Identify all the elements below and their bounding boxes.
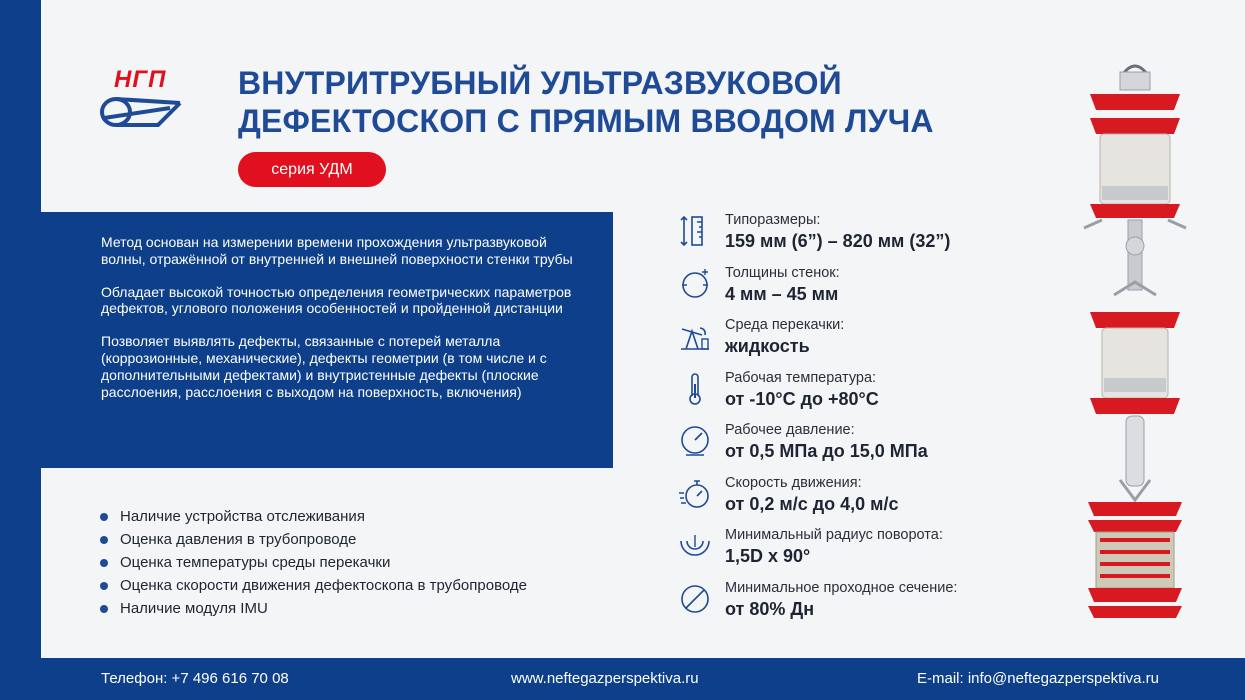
spec-pressure [678,420,1078,473]
spec-label: Типоразмеры: [725,212,821,228]
spec-label: Минимальное проходное сечение: [725,579,958,596]
bend-icon [678,529,712,563]
diameter-icon [678,582,712,616]
page-title: ВНУТРИТРУБНЫЙ УЛЬТРАЗВУКОВОЙ ДЕФЕКТОСКОП С ПРЯМЫМ ВВОДОМ ЛУЧА [238,65,934,139]
feature-item: Оценка скорости движения дефектоскопа в трубопроводе [100,576,620,599]
spec-value: 1,5D х 90° [725,546,811,566]
spec-label: Минимальный радиус поворота: [725,527,943,543]
description-paragraph: Обладает высокой точностью определения геометрических параметров дефектов, углового положения особенностей и пройденной дистанции [101,283,572,317]
description-paragraph: Метод основан на измерении времени прохождения ультразвуковой волны, отражённой от внутренней и внешней поверхности стенки трубы [101,234,573,267]
gauge-icon [678,424,712,458]
feature-list [100,507,620,622]
spec-value: от 80% Дн [725,598,815,619]
feature-item: Наличие модуля IMU [100,599,620,622]
spec-label: Рабочее давление: [725,422,855,438]
series-badge: серия УДМ [238,152,386,187]
spec-value: 159 мм (6”) – 820 мм (32”) [725,231,951,251]
feature-item: Оценка давления в трубопроводе [100,530,620,553]
pipe-logo-icon [100,94,184,134]
feature-item: Оценка температуры среды перекачки [100,553,620,576]
spec-value: от 0,5 МПа до 15,0 МПа [725,441,928,461]
ring-icon [678,267,712,301]
spec-value: от -10°С до +80°С [725,388,879,409]
footer-phone: Телефон: +7 496 616 70 08 [101,670,289,687]
stopwatch-icon [678,477,712,511]
spec-wall-thickness [678,263,1078,316]
logo-text: НГП [114,66,167,93]
spec-list [678,210,1078,630]
footer-email-link[interactable]: E-mail: info@neftegazperspektiva.ru [917,670,1160,687]
description-panel [41,212,613,468]
spec-bend-radius [678,525,1078,578]
ruler-icon [678,214,712,248]
spec-temperature [678,368,1078,421]
company-logo [100,66,184,136]
spec-sizes [678,210,1078,263]
pump-jack-icon [678,319,712,353]
footer-website-link[interactable]: www.neftegazperspektiva.ru [511,670,699,687]
spec-label: Среда перекачки: [725,317,845,333]
spec-value: от 0,2 м/с до 4,0 м/с [725,493,899,514]
thermometer-icon [678,372,712,406]
spec-medium [678,315,1078,368]
spec-label: Толщины стенок: [725,264,840,281]
spec-min-bore [678,578,1078,631]
spec-label: Рабочая температура: [725,369,877,386]
spec-value: 4 мм – 45 мм [725,283,839,304]
spec-speed [678,473,1078,526]
spec-label: Скорость движения: [725,474,862,491]
pipeline-inspection-tool-illustration [1080,60,1190,620]
spec-value: жидкость [725,336,810,356]
feature-item: Наличие устройства отслеживания [100,507,620,530]
footer-bar [0,658,1245,700]
description-paragraph: Позволяет выявлять дефекты, связанные с потерей металла (коррозионные, механические), дефекты геометрии (в том числе и с дополнительными дефектами) и внутристенные дефекты (плоские расслоения, расслоения с выходом на поверхность, включения) [101,333,547,400]
